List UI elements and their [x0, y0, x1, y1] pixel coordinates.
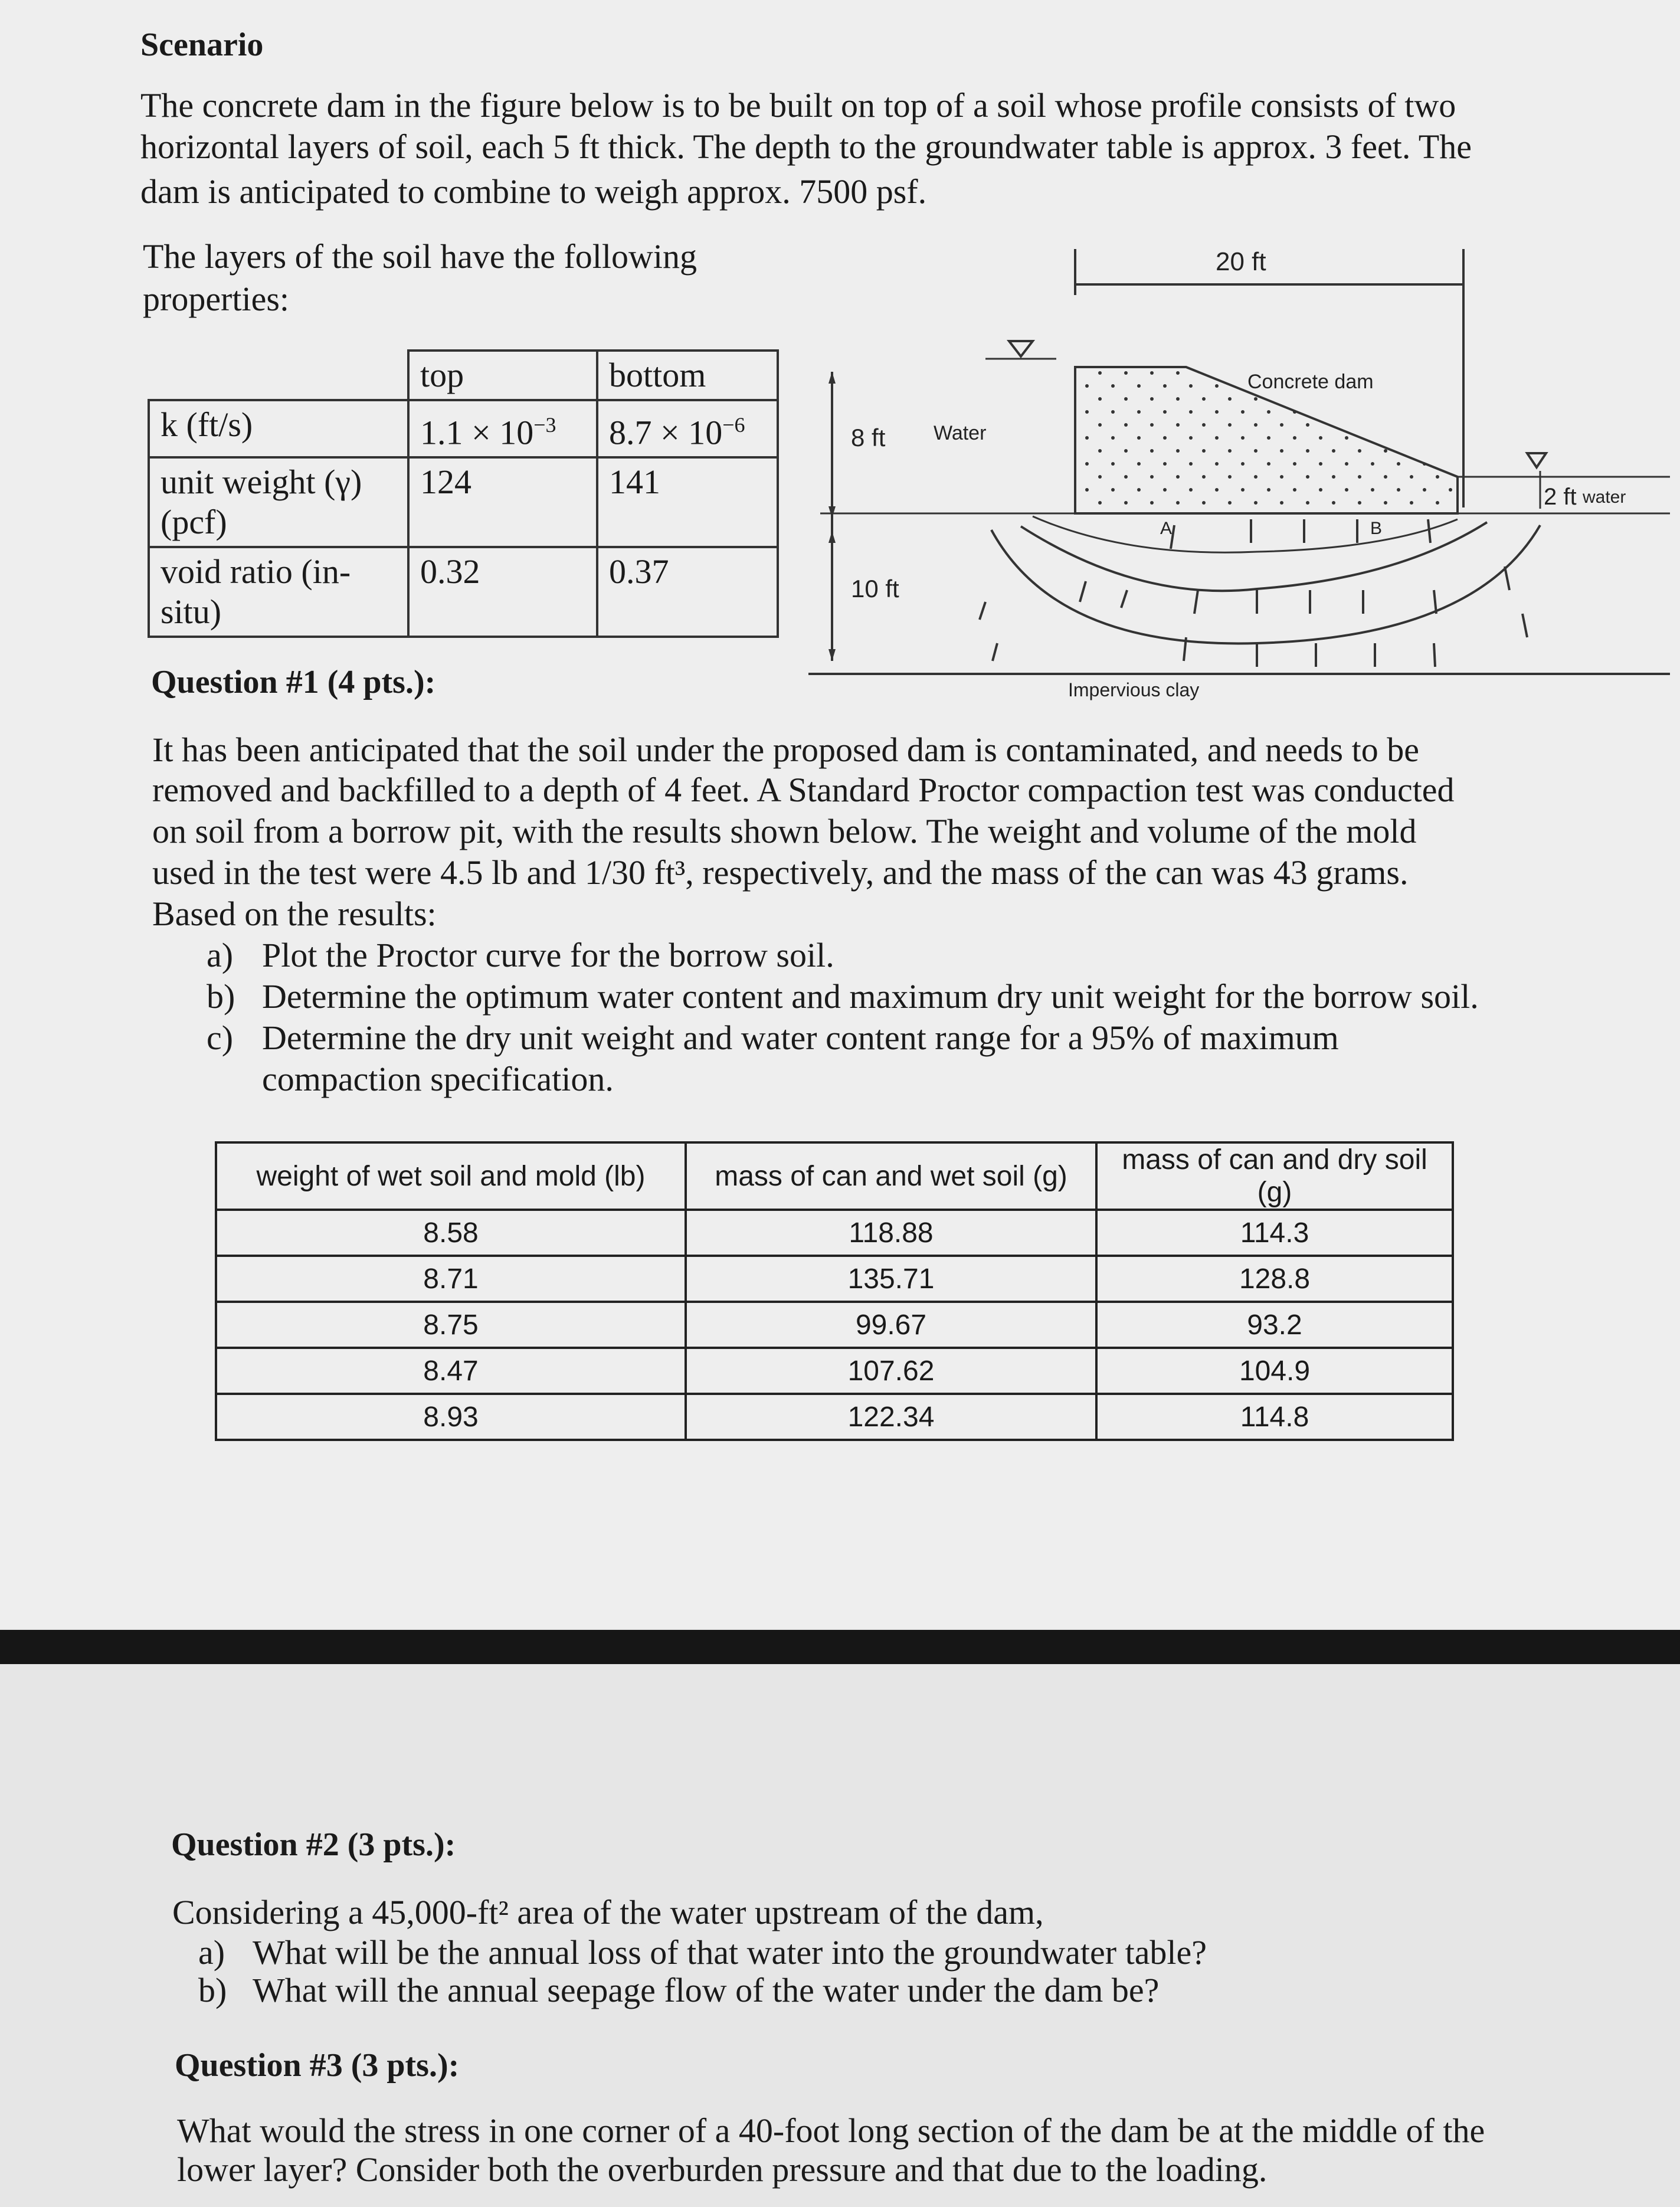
properties-intro-line-1: The layers of the soil have the following: [143, 237, 697, 276]
properties-label-k: k (ft/s): [149, 400, 408, 457]
properties-void-ratio-top: 0.32: [408, 547, 597, 637]
table-cell: 8.58: [216, 1210, 686, 1256]
question3-heading: Question #3 (3 pts.):: [175, 2047, 460, 2084]
tailwater-level-icon: [1527, 453, 1546, 467]
dam-seepage-figure: [808, 236, 1670, 708]
properties-header-blank: [149, 351, 408, 400]
properties-header-bottom: bottom: [597, 351, 778, 400]
dim-label-8ft: 8 ft: [851, 424, 886, 451]
question1-line-2: removed and backfilled to a depth of 4 feet. A Standard Proctor compaction test was conducted: [152, 771, 1455, 809]
table-cell: 107.62: [686, 1348, 1096, 1394]
scenario-heading: Scenario: [140, 27, 264, 63]
properties-header-top: top: [408, 351, 597, 400]
label-point-b: B: [1370, 519, 1383, 538]
page-divider: [0, 1630, 1680, 1664]
table-cell: 118.88: [686, 1210, 1096, 1256]
table-cell: 8.93: [216, 1394, 686, 1440]
question1-item-a: Plot the Proctor curve for the borrow soil.: [262, 936, 834, 974]
question3-line-1: What would the stress in one corner of a 40-foot long section of the dam be at the middle of the: [177, 2111, 1485, 2150]
data-header-can-dry-soil: mass of can and dry soil (g): [1096, 1142, 1453, 1210]
properties-label-void-ratio: void ratio (in-situ): [149, 547, 408, 637]
table-cell: 122.34: [686, 1394, 1096, 1440]
table-cell: 8.71: [216, 1256, 686, 1302]
data-header-wet-soil-mold: weight of wet soil and mold (lb): [216, 1142, 686, 1210]
properties-k-bottom: $8.7 \times 10^{-6}$: [597, 400, 778, 457]
question1-item-a-marker: a): [207, 936, 234, 974]
question1-heading: Question #1 (4 pts.):: [151, 664, 436, 700]
data-header-can-wet-soil: mass of can and wet soil (g): [686, 1142, 1096, 1210]
flow-line-top: [1033, 516, 1458, 552]
dim-arrow-down-1: [828, 506, 836, 518]
table-row: [216, 1394, 1453, 1440]
question1-item-c-continued: compaction specification.: [262, 1060, 614, 1098]
properties-unit-weight-top: 124: [408, 457, 597, 547]
properties-k-top: $1.1 \times 10^{-3}$: [408, 400, 597, 457]
table-row: [216, 1302, 1453, 1348]
label-2ft: 2 ft: [1544, 484, 1577, 510]
label-water-upstream: Water: [934, 422, 987, 444]
label-impervious-clay: Impervious clay: [1068, 679, 1200, 700]
water-level-icon: [1009, 341, 1033, 356]
question2-item-a: What will be the annual loss of that water into the groundwater table?: [253, 1933, 1207, 1972]
table-cell: 135.71: [686, 1256, 1096, 1302]
question1-line-4: used in the test were 4.5 lb and 1/30 ft³, respectively, and the mass of the can was 43 grams.: [152, 853, 1409, 892]
question1-item-c: Determine the dry unit weight and water content range for a 95% of maximum: [262, 1019, 1339, 1057]
table-cell: 8.47: [216, 1348, 686, 1394]
question1-item-c-marker: c): [207, 1019, 234, 1057]
properties-intro-line-2: properties:: [143, 280, 290, 318]
dim-arrow-down-2: [828, 649, 836, 661]
soil-properties-table: [148, 349, 779, 638]
flow-line-2: [991, 525, 1540, 643]
question1-line-5: Based on the results:: [152, 895, 437, 933]
question2-item-b: What will the annual seepage flow of the water under the dam be?: [253, 1971, 1160, 2009]
question1-line-3: on soil from a borrow pit, with the results shown below. The weight and volume of the mold: [152, 812, 1417, 850]
label-point-a: A: [1160, 519, 1173, 538]
page-two: [0, 1664, 1680, 2207]
question2-intro: Considering a 45,000-ft² area of the water upstream of the dam,: [172, 1893, 1044, 1931]
properties-unit-weight-bottom: 141: [597, 457, 778, 547]
properties-label-unit-weight: unit weight (γ) (pcf): [149, 457, 408, 547]
dim-arrow-up-2: [828, 531, 836, 543]
question2-item-a-marker: a): [198, 1933, 225, 1972]
table-cell: 8.75: [216, 1302, 686, 1348]
dim-label-10ft: 10 ft: [851, 575, 899, 602]
label-water-downstream: water: [1583, 487, 1626, 507]
question2-item-b-marker: b): [198, 1971, 227, 2009]
table-row: [216, 1256, 1453, 1302]
table-cell: 104.9: [1096, 1348, 1453, 1394]
table-cell: 114.8: [1096, 1394, 1453, 1440]
question1-line-1: It has been anticipated that the soil under the proposed dam is contaminated, and needs to be: [152, 731, 1419, 769]
properties-void-ratio-bottom: 0.37: [597, 547, 778, 637]
question3-line-2: lower layer? Consider both the overburden pressure and that due to the loading.: [177, 2150, 1268, 2189]
question1-item-b-marker: b): [207, 977, 235, 1016]
question2-heading: Question #2 (3 pts.):: [171, 1826, 456, 1863]
scenario-line-3: dam is anticipated to combine to weigh approx. 7500 psf.: [140, 172, 927, 211]
scenario-line-1: The concrete dam in the figure below is to be built on top of a soil whose profile consists of two: [140, 86, 1456, 125]
table-cell: 114.3: [1096, 1210, 1453, 1256]
table-cell: 128.8: [1096, 1256, 1453, 1302]
dim-label-20ft: 20 ft: [1216, 247, 1266, 276]
question1-item-b: Determine the optimum water content and maximum dry unit weight for the borrow soil.: [262, 977, 1479, 1016]
table-row: [216, 1348, 1453, 1394]
equipotential-lines: [980, 519, 1527, 667]
table-cell: 99.67: [686, 1302, 1096, 1348]
dim-arrow-up-1: [828, 372, 836, 384]
table-cell: 93.2: [1096, 1302, 1453, 1348]
label-concrete-dam: Concrete dam: [1247, 371, 1374, 393]
table-row: [216, 1210, 1453, 1256]
proctor-data-table: [215, 1141, 1454, 1441]
scenario-line-2: horizontal layers of soil, each 5 ft thick. The depth to the groundwater table is approx. 3 feet. The: [140, 127, 1472, 166]
